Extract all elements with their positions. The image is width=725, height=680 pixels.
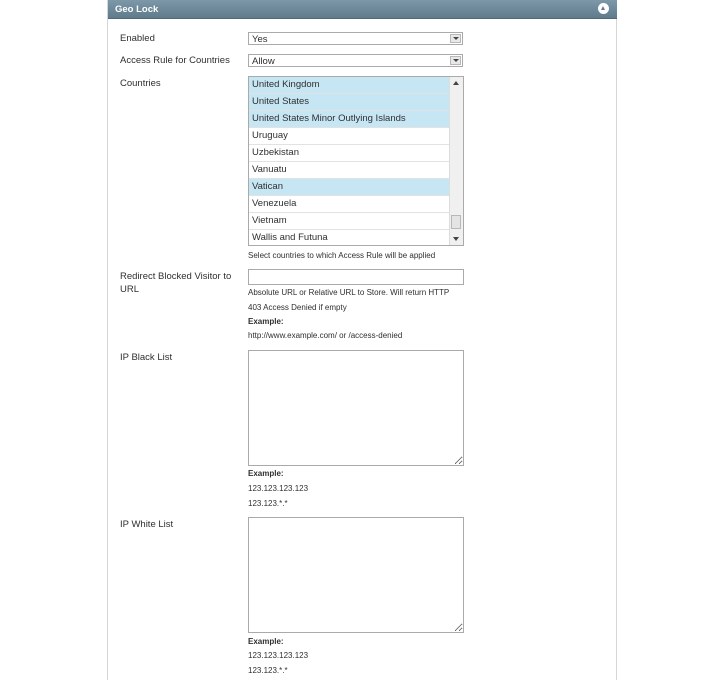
access-rule-label: Access Rule for Countries — [120, 55, 230, 66]
enabled-select[interactable] — [248, 32, 463, 45]
country-option[interactable]: Vietnam — [249, 213, 450, 230]
collapse-icon[interactable] — [598, 3, 609, 14]
countries-multiselect[interactable] — [248, 76, 464, 246]
enabled-value: Yes — [252, 34, 268, 45]
panel-header[interactable] — [108, 0, 617, 19]
whitelist-example-2: 123.123.*.* — [248, 666, 288, 675]
ip-blacklist-textarea[interactable] — [248, 350, 464, 466]
redirect-example: http://www.example.com/ or /access-denied — [248, 331, 403, 340]
chevron-down-icon[interactable] — [450, 34, 461, 43]
whitelist-example-label: Example: — [248, 637, 284, 646]
blacklist-example-1: 123.123.123.123 — [248, 484, 309, 493]
whitelist-example-1: 123.123.123.123 — [248, 651, 309, 660]
enabled-label: Enabled — [120, 33, 155, 44]
redirect-url-input[interactable] — [248, 269, 464, 285]
country-option[interactable]: Uruguay — [249, 128, 450, 145]
country-option[interactable]: Uzbekistan — [249, 145, 450, 162]
country-option[interactable]: Wallis and Futuna — [249, 230, 450, 246]
country-option[interactable]: Vanuatu — [249, 162, 450, 179]
access-rule-value: Allow — [252, 56, 275, 67]
country-option[interactable]: United Kingdom — [249, 77, 450, 94]
countries-note: Select countries to which Access Rule will be applied — [248, 251, 436, 260]
panel-title: Geo Lock — [115, 4, 159, 15]
country-option[interactable]: Venezuela — [249, 196, 450, 213]
redirect-label-line1: Redirect Blocked Visitor to — [120, 271, 232, 282]
country-option[interactable]: United States Minor Outlying Islands — [249, 111, 450, 128]
redirect-example-label: Example: — [248, 317, 284, 326]
country-option[interactable]: United States — [249, 94, 450, 111]
country-option[interactable]: Vatican — [249, 179, 450, 196]
redirect-note-line1: Absolute URL or Relative URL to Store. Will return HTTP — [248, 288, 450, 297]
access-rule-select[interactable] — [248, 54, 463, 67]
scrollbar-thumb[interactable] — [451, 215, 461, 229]
blacklist-example-label: Example: — [248, 469, 284, 478]
blacklist-example-2: 123.123.*.* — [248, 499, 288, 508]
whitelist-label: IP White List — [120, 519, 174, 530]
ip-whitelist-textarea[interactable] — [248, 517, 464, 633]
redirect-note-line2: 403 Access Denied if empty — [248, 303, 347, 312]
blacklist-label: IP Black List — [120, 352, 173, 363]
listbox-scrollbar[interactable] — [449, 77, 463, 245]
redirect-label-line2: URL — [120, 284, 140, 295]
chevron-down-icon[interactable] — [450, 56, 461, 65]
countries-label: Countries — [120, 78, 161, 89]
